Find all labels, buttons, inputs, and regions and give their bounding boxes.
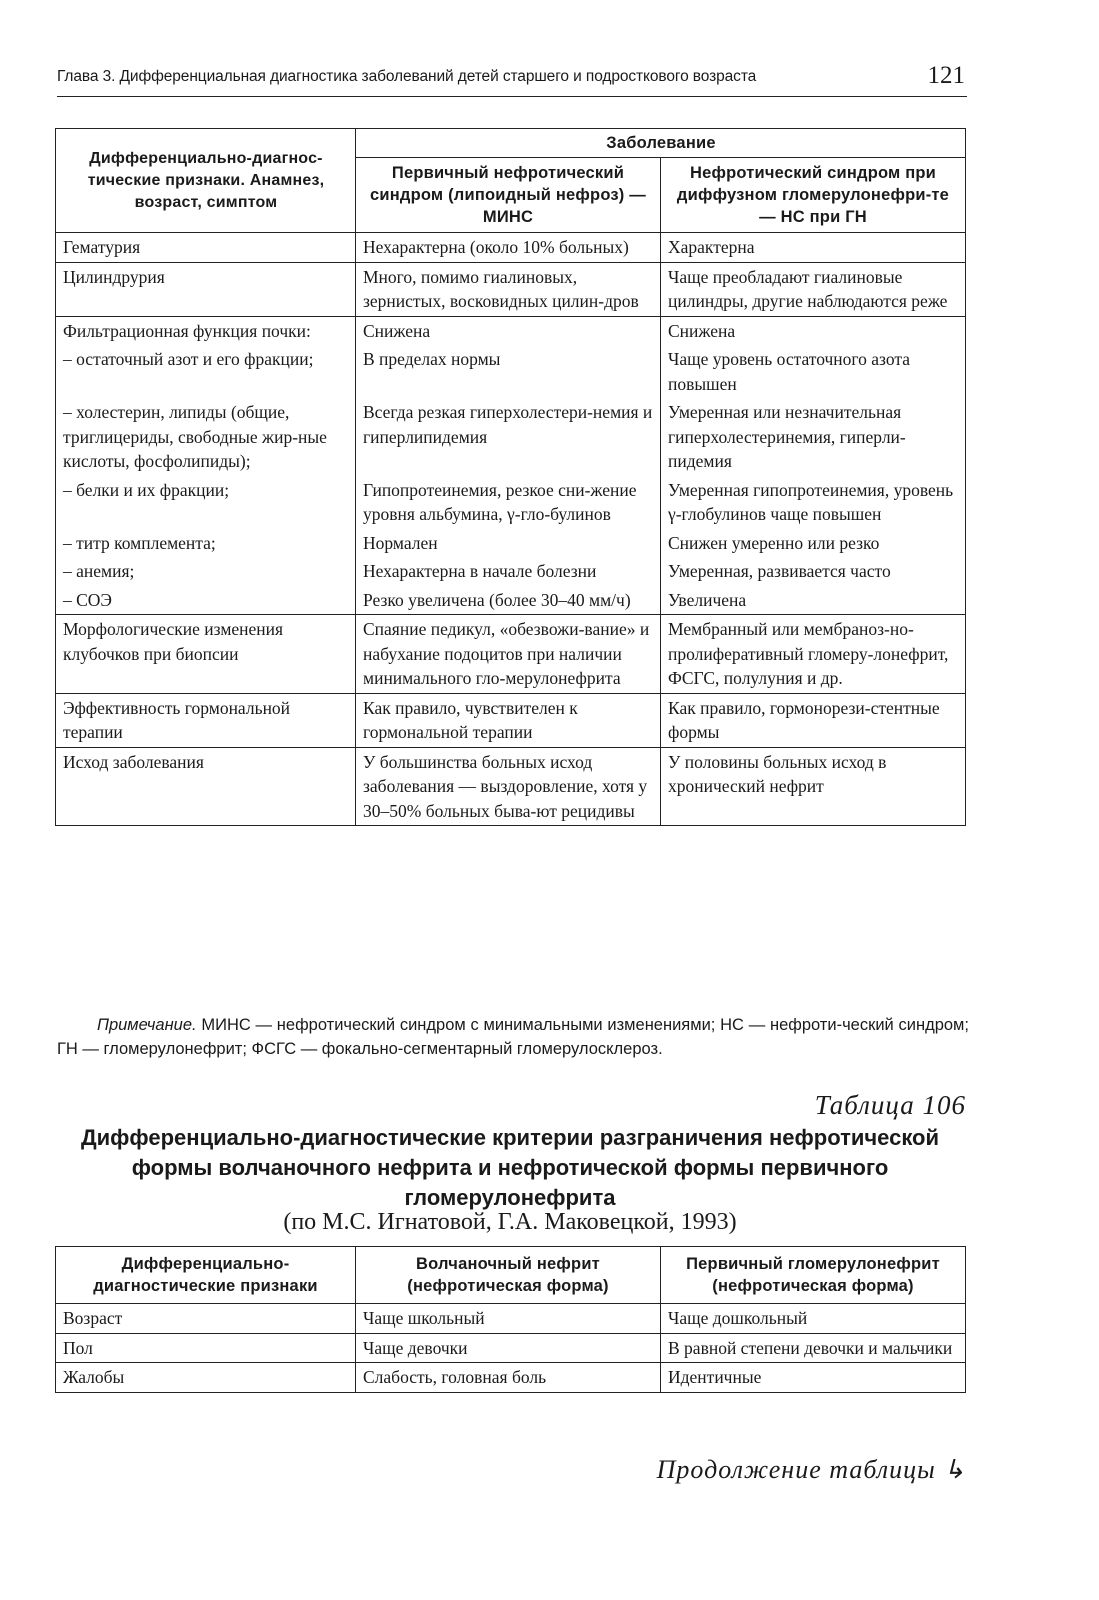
table-note: [57, 1013, 969, 1061]
table-row: [56, 586, 966, 615]
t2-col2-header: Первичный гломерулонефрит (нефротическая форма): [661, 1247, 966, 1304]
table-row: [56, 476, 966, 529]
cell: Морфологические изменения клубочков при биопсии: [56, 615, 356, 694]
cell: Всегда резкая гиперхолестери-немия и гиперлипидемия: [356, 398, 661, 476]
table-row: [56, 693, 966, 747]
cell: – СОЭ: [56, 586, 356, 615]
t2-col0-header: Дифференциально-диагностические признаки: [56, 1247, 356, 1304]
cell: Резко увеличена (более 30–40 мм/ч): [356, 586, 661, 615]
cell: Исход заболевания: [56, 747, 356, 826]
cell: Нехарактерна (около 10% больных): [356, 233, 661, 263]
table-number: Таблица 106: [814, 1090, 966, 1120]
cell: В равной степени девочки и мальчики: [661, 1333, 966, 1363]
cell: – анемия;: [56, 557, 356, 586]
table-row: [56, 557, 966, 586]
cell: Снижена: [356, 316, 661, 345]
cell: – холестерин, липиды (общие, триглицериды, свободные жир-ные кислоты, фосфолипиды);: [56, 398, 356, 476]
t2-col1-header: Волчаночный нефрит (нефротическая форма): [356, 1247, 661, 1304]
table-nephrotic-syndrome: [55, 128, 966, 826]
cell: Характерна: [661, 233, 966, 263]
table-row: [56, 1304, 966, 1334]
cell: Умеренная гипопротеинемия, уровень γ-глобулинов чаще повышен: [661, 476, 966, 529]
table-row: [56, 398, 966, 476]
cell: Чаще уровень остаточного азота повышен: [661, 345, 966, 398]
page-number: 121: [927, 62, 965, 89]
cell: Как правило, гормонорези-стентные формы: [661, 693, 966, 747]
cell: – белки и их фракции;: [56, 476, 356, 529]
cell: Слабость, головная боль: [356, 1363, 661, 1393]
cell: Снижена: [661, 316, 966, 345]
cell: В пределах нормы: [356, 345, 661, 398]
running-header: [57, 64, 967, 97]
cell: Идентичные: [661, 1363, 966, 1393]
table-row: [56, 345, 966, 398]
table-source: (по М.С. Игнатовой, Г.А. Маковецкой, 1993): [283, 1209, 737, 1235]
table-row: [56, 1363, 966, 1393]
cell: Умеренная или незначительная гиперхолестеринемия, гиперли-пидемия: [661, 398, 966, 476]
cell: – остаточный азот и его фракции;: [56, 345, 356, 398]
table-row: [56, 1333, 966, 1363]
cell: У большинства больных исход заболевания — выздоровление, хотя у 30–50% больных быва-ют рецидивы: [356, 747, 661, 826]
cell: Умеренная, развивается часто: [661, 557, 966, 586]
cell: Нормален: [356, 529, 661, 558]
cell: Снижен умеренно или резко: [661, 529, 966, 558]
cell: Много, помимо гиалиновых, зернистых, восковидных цилин-дров: [356, 262, 661, 316]
table-row: [56, 747, 966, 826]
cell: Чаще девочки: [356, 1333, 661, 1363]
cell: Мембранный или мембраноз-но-пролиферативный гломеру-лонефрит, ФСГС, полулуния и др.: [661, 615, 966, 694]
cell: Чаще преобладают гиалиновые цилиндры, другие наблюдаются реже: [661, 262, 966, 316]
table-row: [56, 233, 966, 263]
table-lupus-vs-glomerulonephritis: [55, 1246, 966, 1393]
chapter-title: Глава 3. Дифференциальная диагностика заболеваний детей старшего и подросткового возраста: [57, 68, 757, 85]
cell: Как правило, чувствителен к гормональной терапии: [356, 693, 661, 747]
cell: Возраст: [56, 1304, 356, 1334]
table-row: [56, 316, 966, 345]
table-row: [56, 262, 966, 316]
table-row: [56, 615, 966, 694]
cell: Нехарактерна в начале болезни: [356, 557, 661, 586]
t1-col0-header: Дифференциально-диагнос-тические признаки. Анамнез, возраст, симптом: [56, 129, 356, 233]
table-row: [56, 529, 966, 558]
cell: Эффективность гормональной терапии: [56, 693, 356, 747]
cell: У половины больных исход в хронический нефрит: [661, 747, 966, 826]
cell: Фильтрационная функция почки:: [56, 316, 356, 345]
cell: Гипопротеинемия, резкое сни-жение уровня альбумина, γ-гло-булинов: [356, 476, 661, 529]
cell: Чаще дошкольный: [661, 1304, 966, 1334]
cell: Цилиндрурия: [56, 262, 356, 316]
cell: – титр комплемента;: [56, 529, 356, 558]
cell: Увеличена: [661, 586, 966, 615]
note-text: МИНС — нефротический синдром с минимальными изменениями; НС — нефроти-ческий синдром; ГН — гломерулонефрит; ФСГС — фокально-сегментарный гломерулосклероз.: [57, 1016, 969, 1058]
note-label: Примечание.: [97, 1016, 197, 1034]
cell: Гематурия: [56, 233, 356, 263]
t1-col2-header: Нефротический синдром при диффузном гломерулонефри-те — НС при ГН: [661, 158, 966, 233]
cell: Чаще школьный: [356, 1304, 661, 1334]
cell: Пол: [56, 1333, 356, 1363]
cell: Спаяние педикул, «обезвожи-вание» и набухание подоцитов при наличии минимального гло-мерулонефрита: [356, 615, 661, 694]
continued-label: Продолжение таблицы ↳: [656, 1455, 966, 1484]
table-title: Дифференциально-диагностические критерии разграничения нефротической формы волчаночного нефрита и нефротической формы первичного гломерулонефрита: [80, 1125, 940, 1210]
cell: Жалобы: [56, 1363, 356, 1393]
t1-group-header: Заболевание: [356, 129, 966, 158]
t1-col1-header: Первичный нефротический синдром (липоидный нефроз) — МИНС: [356, 158, 661, 233]
